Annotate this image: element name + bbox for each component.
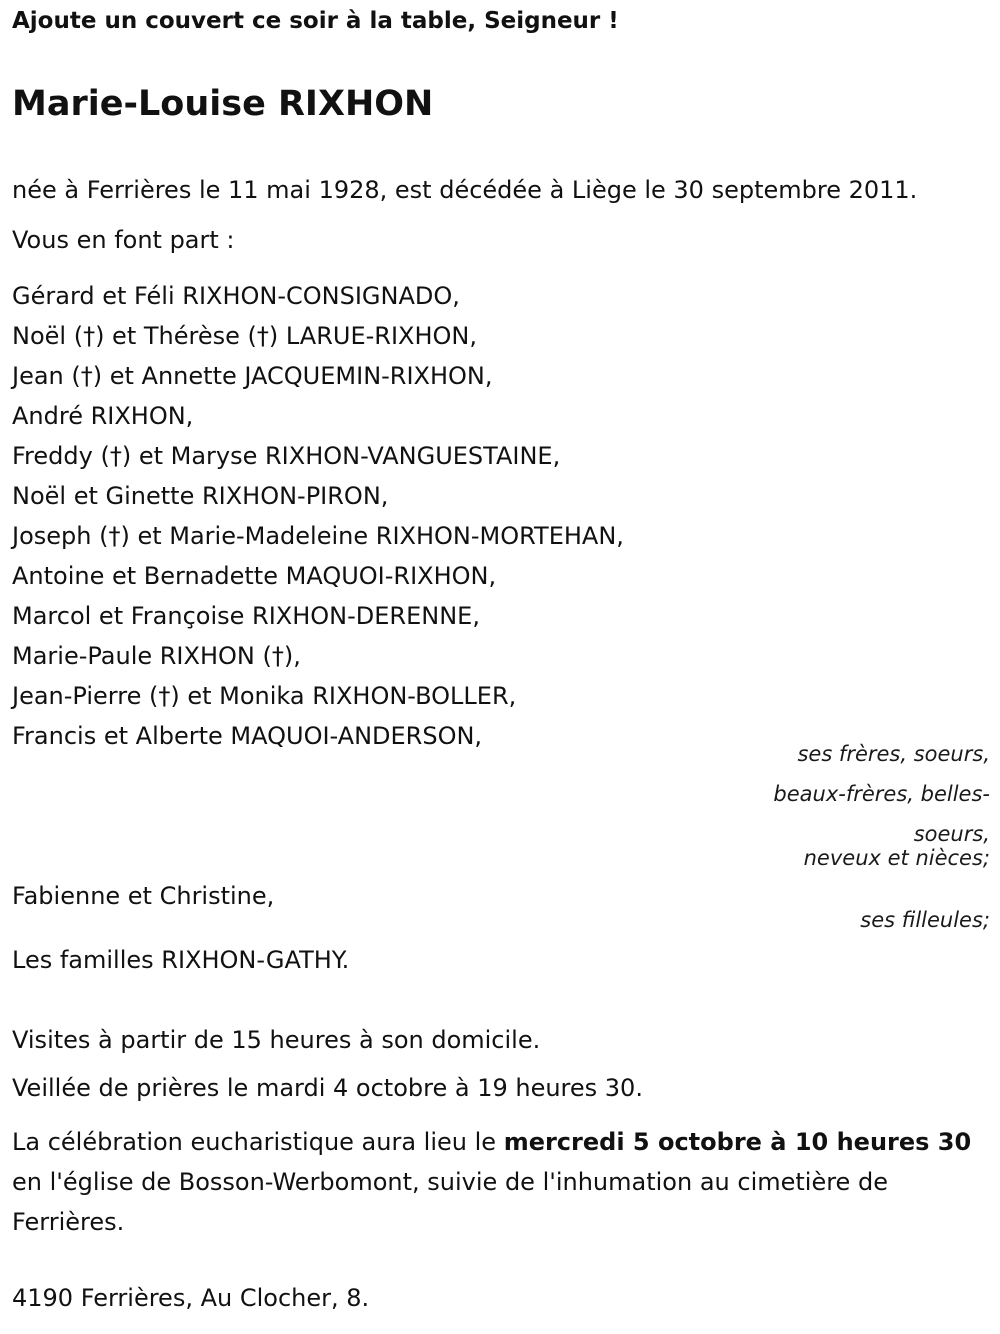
- address-line: 4190 Ferrières, Au Clocher, 8.: [12, 1284, 370, 1312]
- goddaughters-line: Fabienne et Christine,: [12, 882, 275, 910]
- deceased-name: Marie-Louise RIXHON: [12, 84, 434, 124]
- family-relation-line: ses frères, soeurs,: [797, 742, 990, 766]
- vigil-line: Veillée de prières le mardi 4 octobre à 19 heures 30.: [12, 1074, 643, 1102]
- family-relation-line: beaux-frères, belles-: [773, 782, 990, 806]
- ceremony-prefix: La célébration eucharistique aura lieu le: [12, 1128, 504, 1156]
- family-members-list: [12, 276, 624, 756]
- list-item: Freddy (†) et Maryse RIXHON-VANGUESTAINE,: [12, 442, 561, 470]
- list-item: Noël (†) et Thérèse (†) LARUE-RIXHON,: [12, 322, 477, 350]
- family-relation-line: soeurs,: [913, 822, 990, 846]
- list-item: Jean-Pierre (†) et Monika RIXHON-BOLLER,: [12, 682, 517, 710]
- obituary-notice: [12, 0, 990, 1334]
- family-relation-line: neveux et nièces;: [803, 846, 990, 870]
- announcement-intro: Vous en font part :: [12, 226, 235, 254]
- visits-line: Visites à partir de 15 heures à son domicile.: [12, 1026, 541, 1054]
- list-item: Francis et Alberte MAQUOI-ANDERSON,: [12, 722, 483, 750]
- list-item: Joseph (†) et Marie-Madeleine RIXHON-MORTEHAN,: [12, 522, 624, 550]
- ceremony-paragraph: [12, 1122, 990, 1242]
- ceremony-suffix: en l'église de Bosson-Werbomont, suivie de l'inhumation au cimetière de Ferrières.: [12, 1168, 888, 1236]
- birth-death-line: née à Ferrières le 11 mai 1928, est décédée à Liège le 30 septembre 2011.: [12, 176, 918, 204]
- list-item: Gérard et Féli RIXHON-CONSIGNADO,: [12, 282, 460, 310]
- list-item: Noël et Ginette RIXHON-PIRON,: [12, 482, 389, 510]
- list-item: Marcol et Françoise RIXHON-DERENNE,: [12, 602, 480, 630]
- families-line: Les familles RIXHON-GATHY.: [12, 946, 350, 974]
- list-item: Jean (†) et Annette JACQUEMIN-RIXHON,: [12, 362, 493, 390]
- ceremony-date-time: mercredi 5 octobre à 10 heures 30: [503, 1128, 972, 1156]
- list-item: André RIXHON,: [12, 402, 194, 430]
- list-item: Marie-Paule RIXHON (†),: [12, 642, 301, 670]
- list-item: Antoine et Bernadette MAQUOI-RIXHON,: [12, 562, 497, 590]
- epigraph: Ajoute un couvert ce soir à la table, Seigneur !: [12, 8, 619, 34]
- goddaughters-relation: ses filleules;: [860, 908, 990, 932]
